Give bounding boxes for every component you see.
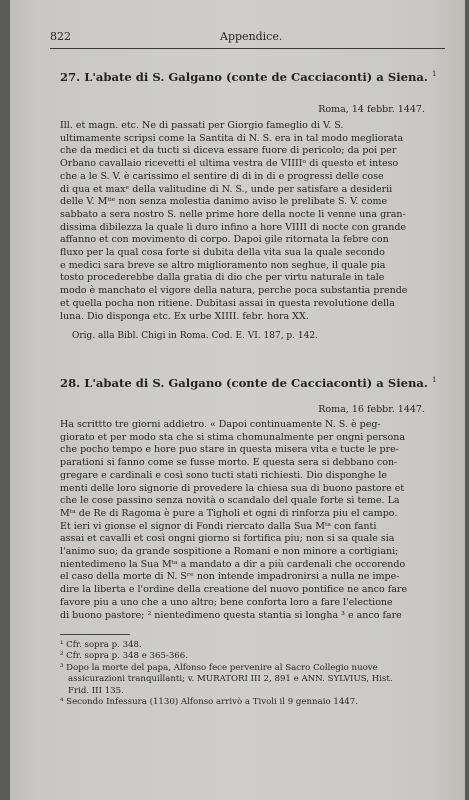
letter-27-body <box>60 120 443 323</box>
text-line: che da medici et da tucti si diceva essare fuore di pericolo; da poi per <box>60 145 397 157</box>
text-line: che pocho tempo e hore puo stare in questa misera vita e tucte le pre- <box>60 444 400 456</box>
text-line: Mᵗᵃ de Re di Ragoma è pure a Tigholi et ogni di rinforza piu el campo. <box>60 507 398 519</box>
text-line: favore piu a uno che a uno altro; bene conforta loro a fare l'electione <box>60 596 393 608</box>
text-line: e medici sara breve se altro miglioramento non seghue, il quale pia <box>60 259 386 271</box>
footnote-line: assicurazioni tranquillanti; v. MURATORI III 2, 891 e ANN. SYLVIUS, Hist. <box>68 674 393 685</box>
text-line: modo è manchato el vigore della natura, perche poca substantia prende <box>60 285 408 297</box>
footnote-line: ⁴ Secondo Infessura (1130) Alfonso arrivò a Tivoli il 9 gennaio 1447. <box>60 697 358 708</box>
running-header <box>50 28 445 49</box>
text-line: giorato et per modo sta che si stima chomunalmente per ongni persona <box>60 431 405 443</box>
text-line: che a le S. V. è carissimo el sentire di di in di e progressi delle cose <box>60 170 384 182</box>
footnote-line: ¹ Cfr. sopra p. 348. <box>60 640 142 650</box>
text-line: Ill. et magn. etc. Ne di passati per Giorgio fameglio di V. S. <box>60 120 344 131</box>
text-line: el caso della morte di N. Sʳᵉ non intende impadronirsi a nulla ne impe- <box>60 571 400 583</box>
text-line: affanno et con movimento di corpo. Dapoi gile ritornata la febre con <box>60 234 389 246</box>
text-line: parationi si fanno come se fusse morto. E questa sera si debbano con- <box>60 457 398 469</box>
book-page <box>10 0 465 800</box>
text-line: assai et cavalli et così ongni giorno si fortifica piu; non si sa quale sia <box>60 533 395 545</box>
text-line: delle V. Mᵗⁱᵉ non senza molestia danimo aviso le prelibate S. V. come <box>60 196 388 208</box>
text-line: di buono pastore; ² nientedimeno questa stantia si longha ³ e anco fare <box>60 609 402 621</box>
letter-27-source: Orig. alla Bibl. Chigi in Roma. Cod. E. VI. 187, p. 142. <box>72 331 318 341</box>
text-line: che le cose passino senza novità o scandalo del quale forte si teme. La <box>60 495 400 507</box>
text-line: tosto procederebbe dalla gratia di dio che per virtu naturale in tale <box>60 272 385 284</box>
letter-28-title <box>60 376 445 390</box>
text-line: dissima dibilezza la quale li duro infino a hore VIIII di nocte con grande <box>60 221 407 233</box>
text-line: di qua et maxᵉ della valitudine di N. S., unde per satisfare a desiderii <box>60 183 393 195</box>
letter-28-note-ref: 1 <box>432 376 437 385</box>
text-line: fluxo per la qual cosa forte si dubita della vita sua la quale secondo <box>60 247 385 259</box>
footnotes <box>60 640 443 708</box>
letter-27-title <box>60 70 445 84</box>
letter-28-body <box>60 419 443 622</box>
letter-28-date: Roma, 16 febbr. 1447. <box>318 404 425 415</box>
letter-28-title-text: 28. L'abate di S. Galgano (conte de Cacciaconti) a Siena. <box>60 376 428 390</box>
text-line: menti delle loro signorie di provedere la chiesa sua di buono pastore et <box>60 482 405 494</box>
letter-27-date: Roma, 14 febbr. 1447. <box>318 104 425 115</box>
page-number: 822 <box>50 30 71 43</box>
text-line: Orbano cavallaio ricevetti el ultima vestra de VIIIIᵒ di questo et inteso <box>60 158 399 170</box>
text-line: Et ieri vi gionse el signor di Fondi riercato dalla Sua Mᵗᵃ con fanti <box>60 520 377 532</box>
text-line: dire la liberta e l'ordine della creatione del nuovo pontifice ne anco fare <box>60 584 408 596</box>
text-line: l'animo suo; da grande sospitione a Romani e non minore a cortigiani; <box>60 546 399 558</box>
footnote-line: ³ Dopo la morte del papa, Alfonso fece pervenire al Sacro Collegio nuove <box>60 662 378 673</box>
text-line: Ha scrittto tre giorni addietro. « Dapoi continuamente N. S. è peg- <box>60 419 381 430</box>
footnote-rule <box>60 634 130 635</box>
text-line: ultimamente scripsi come la Santita di N. S. era in tal modo megliorata <box>60 132 404 144</box>
text-line: luna. Dio disponga etc. Ex urbe XIIII. febr. hora XX. <box>60 310 309 322</box>
text-line: gregare e cardinali e così sono tucti stati richiesti. Dio disponghe le <box>60 469 388 481</box>
letter-27-title-text: 27. L'abate di S. Galgano (conte de Cacciaconti) a Siena. <box>60 70 428 84</box>
text-line: nientedimeno la Sua Mᵗᵃ a mandato a dir a più cardenali che occorendo <box>60 558 406 570</box>
text-line: sabbato a sera nostro S. nelle prime hore della nocte li venne una gran- <box>60 208 406 220</box>
footnote-line: Frid. III 135. <box>68 685 124 696</box>
letter-27-note-ref: 1 <box>432 70 437 79</box>
footnote-line: ² Cfr. sopra p. 348 e 365-366. <box>60 651 188 662</box>
running-title: Appendice. <box>220 30 283 43</box>
text-line: et quella pocha non ritiene. Dubitasi assai in questa revolutione della <box>60 297 395 309</box>
